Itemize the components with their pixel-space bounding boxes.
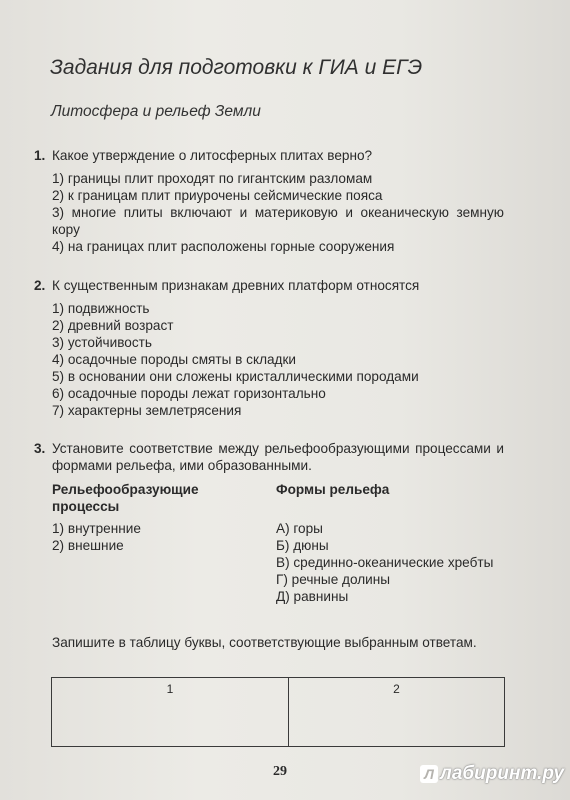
answer-options	[52, 300, 504, 419]
answer-cell-2[interactable]	[289, 678, 505, 747]
page-number: 29	[273, 764, 287, 779]
option: 6) осадочные породы лежат горизонтально	[52, 386, 326, 401]
answer-table	[51, 677, 505, 747]
question-text: Какое утверждение о литосферных плитах верно?	[52, 148, 373, 163]
option: 4) на границах плит расположены горные сооружения	[52, 239, 395, 254]
landform-item: Д) равнины	[276, 589, 349, 604]
option: 2) древний возраст	[52, 318, 174, 333]
answer-cell-1[interactable]	[52, 678, 289, 747]
option: 7) характерны землетрясения	[52, 403, 242, 418]
answer-col-label: 1	[166, 682, 174, 696]
landform-item: Г) речные долины	[276, 572, 391, 587]
option: 4) осадочные породы смяты в складки	[52, 352, 297, 367]
option: 3) многие плиты включают и материковую и океаническую земную кору	[52, 205, 504, 237]
page-title: Задания для подготовки к ГИА и ЕГЭ	[50, 56, 423, 79]
landform-item: Б) дюны	[276, 538, 329, 553]
answer-col-label: 2	[393, 682, 400, 696]
question-1	[34, 147, 504, 255]
landforms-list	[276, 520, 506, 605]
answer-options	[52, 170, 504, 255]
question-text: К существенным признакам древних платформ относятся	[52, 278, 420, 293]
option: 3) устойчивость	[52, 335, 152, 350]
section-subtitle: Литосфера и рельеф Земли	[51, 103, 261, 120]
watermark-text: лабиринт.ру	[440, 763, 565, 784]
processes-header: Рельефообразующие процессы	[52, 482, 199, 514]
question-2	[34, 277, 504, 419]
forms-header: Формы рельефа	[276, 482, 390, 497]
question-3	[34, 440, 504, 474]
process-item: 1) внутренние	[52, 521, 141, 536]
option: 5) в основании они сложены кристаллическими породами	[52, 369, 419, 384]
question-number: 3.	[34, 441, 46, 456]
watermark-logo	[420, 763, 564, 785]
option: 1) границы плит проходят по гигантским разломам	[52, 171, 373, 186]
option: 1) подвижность	[52, 301, 150, 316]
option: 2) к границам плит приурочены сейсмические пояса	[52, 188, 383, 203]
process-item: 2) внешние	[52, 538, 124, 553]
processes-list	[52, 520, 141, 554]
question-number: 2.	[34, 278, 46, 293]
landform-item: А) горы	[276, 521, 323, 536]
question-number: 1.	[34, 148, 46, 163]
labirint-logo-icon: Л	[420, 765, 438, 783]
instruction-text: Запишите в таблицу буквы, соответствующие выбранным ответам.	[52, 635, 477, 650]
landform-item: В) срединно-океанические хребты	[276, 555, 494, 570]
question-text: Установите соответствие между рельефообразующими процессами и формами рельефа, ими образованными.	[52, 441, 504, 473]
